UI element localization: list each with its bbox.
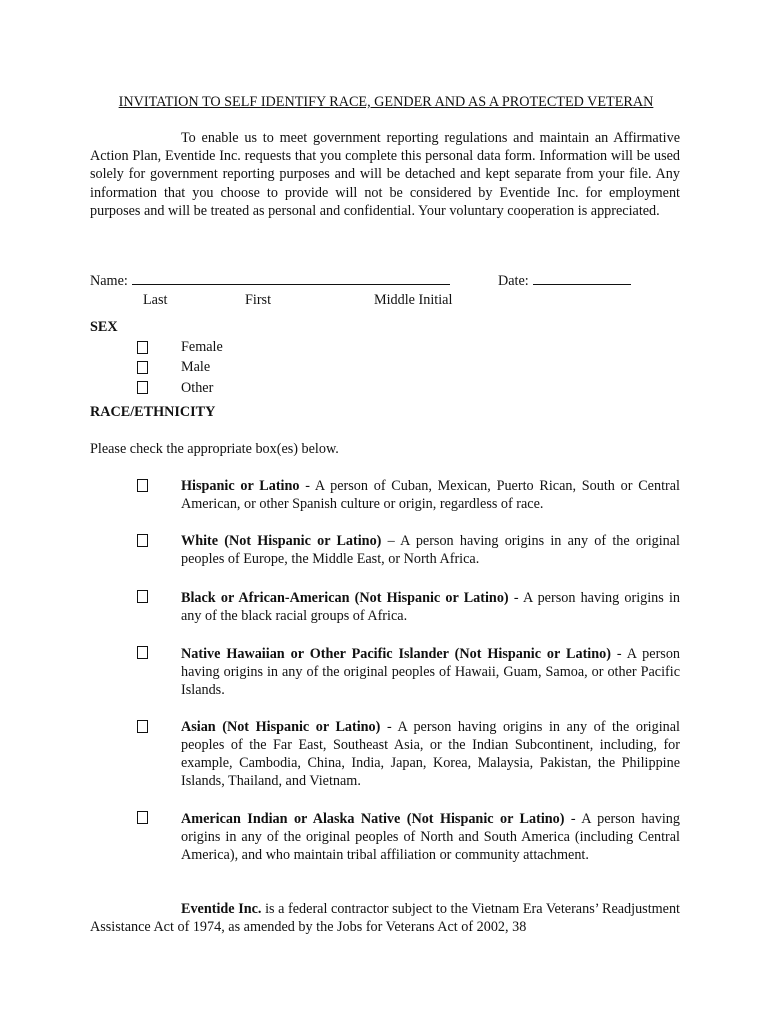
race-label: Hispanic or Latino [181, 478, 300, 494]
american-indian-checkbox[interactable] [137, 811, 148, 824]
name-sublabel-first: First [245, 292, 272, 308]
name-sublabel-last: Last [143, 292, 168, 308]
date-input-line[interactable] [533, 272, 631, 285]
hispanic-checkbox[interactable] [137, 479, 148, 492]
name-label: Name: [90, 273, 128, 289]
intro-paragraph: To enable us to meet government reporting regulations and maintain an Affirmative Action Plan, Eventide Inc. requests that you complete this personal data form. Information will be used solely for government reporting purposes and will be detached and kept separate from your file. Any information that you choose to provide will not be considered by Eventide Inc. for employment purposes and will be treated as personal and confidential. Your voluntary cooperation is appreciated. [90, 130, 680, 219]
female-checkbox[interactable] [137, 341, 148, 354]
race-instruction: Please check the appropriate box(es) below. [90, 441, 339, 457]
race-item-hispanic [181, 477, 680, 513]
race-label: Native Hawaiian or Other Pacific Islander (Not Hispanic or Latino) [181, 646, 611, 662]
other-checkbox[interactable] [137, 381, 148, 394]
veteran-text: is a federal contractor subject to the Vietnam Era Veterans’ Readjustment Assistance Act of 1974, as amended by the Jobs for Veterans Act of 2002, 38 [90, 901, 681, 936]
race-label: Black or African-American (Not Hispanic or Latino) [181, 590, 509, 606]
race-description: - A person having origins in any of the original peoples of Hawaii, Guam, Samoa, or other Pacific Islands. [181, 646, 681, 698]
company-name: Eventide Inc. [181, 901, 262, 917]
race-heading: RACE/ETHNICITY [90, 404, 216, 420]
female-label: Female [181, 339, 223, 355]
race-label: Asian (Not Hispanic or Latino) [181, 719, 381, 735]
date-label: Date: [498, 273, 529, 289]
race-description: - A person having origins in any of the original peoples of North and South America (including Central America), and who maintain tribal affiliation or community attachment. [181, 811, 680, 863]
race-item-pacific-islander [181, 645, 680, 699]
other-label: Other [181, 380, 214, 396]
race-description: - A person having origins in any of the black racial groups of Africa. [181, 590, 680, 624]
white-checkbox[interactable] [137, 534, 148, 547]
race-description: - A person having origins in any of the original peoples of the Far East, Southeast Asia, or the Indian Subcontinent, including, for example, Cambodia, China, India, Japan, Korea, Malaysia, Pakistan, the Philippine Islands, Thailand, and Vietnam. [181, 719, 680, 789]
race-item-black [181, 589, 680, 625]
race-description: – A person having origins in any of the original peoples of Europe, the Middle East, or North Africa. [181, 533, 680, 567]
race-label: American Indian or Alaska Native (Not Hispanic or Latino) [181, 811, 565, 827]
male-label: Male [181, 359, 211, 375]
name-sublabel-middle: Middle Initial [374, 292, 453, 308]
pacific-islander-checkbox[interactable] [137, 646, 148, 659]
race-item-asian [181, 718, 680, 790]
black-checkbox[interactable] [137, 590, 148, 603]
race-item-american-indian [181, 810, 680, 864]
name-field [90, 272, 450, 290]
asian-checkbox[interactable] [137, 720, 148, 733]
race-label: White (Not Hispanic or Latino) [181, 533, 382, 549]
name-input-line[interactable] [132, 272, 450, 285]
sex-heading: SEX [90, 319, 118, 335]
date-field [498, 272, 631, 290]
veteran-paragraph [90, 900, 680, 936]
race-description: - A person of Cuban, Mexican, Puerto Rican, South or Central American, or other Spanish culture or origin, regardless of race. [181, 478, 680, 512]
male-checkbox[interactable] [137, 361, 148, 374]
race-item-white [181, 532, 680, 568]
page-title: INVITATION TO SELF IDENTIFY RACE, GENDER AND AS A PROTECTED VETERAN [118, 94, 654, 110]
